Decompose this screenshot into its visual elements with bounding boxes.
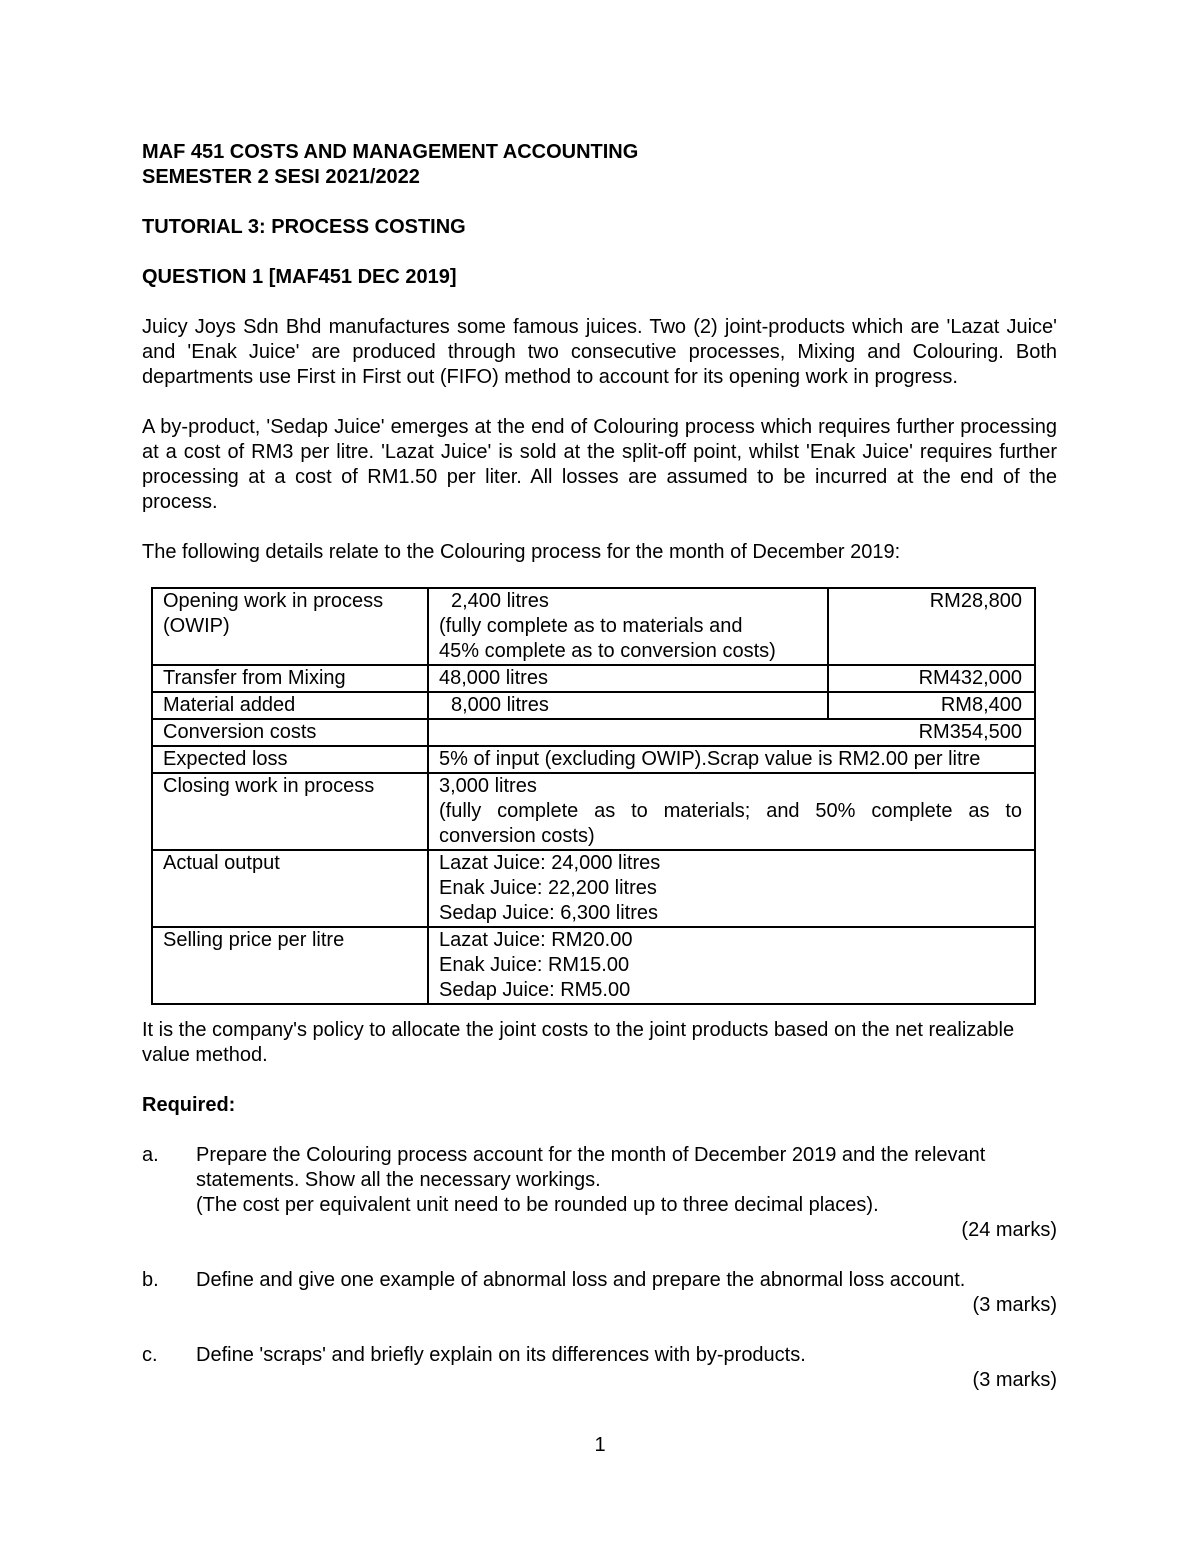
intro-paragraph: Juicy Joys Sdn Bhd manufactures some famous juices. Two (2) joint-products which are 'Lazat Juice' and 'Enak Juice' are produced through two consecutive processes, Mixing and Colouring. Both departments use First in First out (FIFO) method to account for its opening work in progress. — [142, 316, 1057, 388]
document-body — [142, 140, 1057, 565]
tutorial-title: TUTORIAL 3: PROCESS COSTING — [142, 216, 466, 238]
item-c-text: Define 'scraps' and briefly explain on its differences with by-products. — [196, 1344, 806, 1366]
item-b-label: b. — [142, 1269, 159, 1291]
item-c-marks: (3 marks) — [972, 1369, 1057, 1391]
table-row-owip — [152, 588, 1035, 665]
actual-output-value: Lazat Juice: 24,000 litres Enak Juice: 22,200 litres Sedap Juice: 6,300 litres — [428, 850, 1035, 927]
conversion-label: Conversion costs — [152, 719, 428, 746]
required-item-a — [142, 1143, 1057, 1218]
expected-loss-value: 5% of input (excluding OWIP).Scrap value is RM2.00 per litre — [428, 746, 1035, 773]
cwip-label: Closing work in process — [152, 773, 428, 850]
item-a-label: a. — [142, 1144, 159, 1166]
by-product-paragraph: A by-product, 'Sedap Juice' emerges at the end of Colouring process which requires further processing at a cost of RM3 per litre. 'Lazat Juice' is sold at the split-off point, whilst 'Enak Juice' requires further processing at a cost of RM1.50 per liter. All losses are assumed to be incurred at the end of the process. — [142, 416, 1057, 513]
material-label: Material added — [152, 692, 428, 719]
selling-price-value: Lazat Juice: RM20.00 Enak Juice: RM15.00 Sedap Juice: RM5.00 — [428, 927, 1035, 1004]
course-title: MAF 451 COSTS AND MANAGEMENT ACCOUNTING — [142, 141, 639, 163]
actual-output-label: Actual output — [152, 850, 428, 927]
expected-loss-label: Expected loss — [152, 746, 428, 773]
page-number: 1 — [594, 1434, 606, 1456]
item-a-note: (The cost per equivalent unit need to be rounded up to three decimal places). — [196, 1194, 879, 1216]
owip-label: Opening work in process (OWIP) — [152, 588, 428, 665]
material-amount: RM8,400 — [828, 692, 1035, 719]
item-c-label: c. — [142, 1344, 158, 1366]
question-title: QUESTION 1 [MAF451 DEC 2019] — [142, 266, 457, 288]
semester-title: SEMESTER 2 SESI 2021/2022 — [142, 166, 420, 188]
item-b-text: Define and give one example of abnormal loss and prepare the abnormal loss account. — [196, 1269, 966, 1291]
table-row-conversion — [152, 719, 1035, 746]
policy-paragraph: It is the company's policy to allocate the joint costs to the joint products based on the net realizable value method. — [142, 1019, 1015, 1066]
required-item-b — [142, 1268, 1057, 1293]
table-row-material — [152, 692, 1035, 719]
item-a-marks: (24 marks) — [961, 1219, 1057, 1241]
cwip-value: 3,000 litres (fully complete as to materials; and 50% complete as to conversion costs) — [428, 773, 1035, 850]
table-row-transfer — [152, 665, 1035, 692]
details-intro: The following details relate to the Colouring process for the month of December 2019: — [142, 541, 901, 563]
required-heading: Required: — [142, 1094, 236, 1116]
transfer-quantity: 48,000 litres — [428, 665, 828, 692]
item-b-marks: (3 marks) — [972, 1294, 1057, 1316]
material-quantity: 8,000 litres — [428, 692, 828, 719]
table-row-expected-loss — [152, 746, 1035, 773]
item-a-text: Prepare the Colouring process account for the month of December 2019 and the relevant statements. Show all the necessary workings. — [196, 1144, 986, 1191]
conversion-amount: RM354,500 — [428, 719, 1035, 746]
owip-quantity: 2,400 litres (fully complete as to materials and 45% complete as to conversion costs) — [428, 588, 828, 665]
selling-price-label: Selling price per litre — [152, 927, 428, 1004]
table-row-actual-output — [152, 850, 1035, 927]
transfer-amount: RM432,000 — [828, 665, 1035, 692]
required-item-c — [142, 1343, 1057, 1368]
colouring-details-table — [151, 587, 1036, 1005]
transfer-label: Transfer from Mixing — [152, 665, 428, 692]
table-row-selling-price — [152, 927, 1035, 1004]
table-row-cwip — [152, 773, 1035, 850]
owip-amount: RM28,800 — [828, 588, 1035, 665]
required-section — [142, 1018, 1057, 1393]
